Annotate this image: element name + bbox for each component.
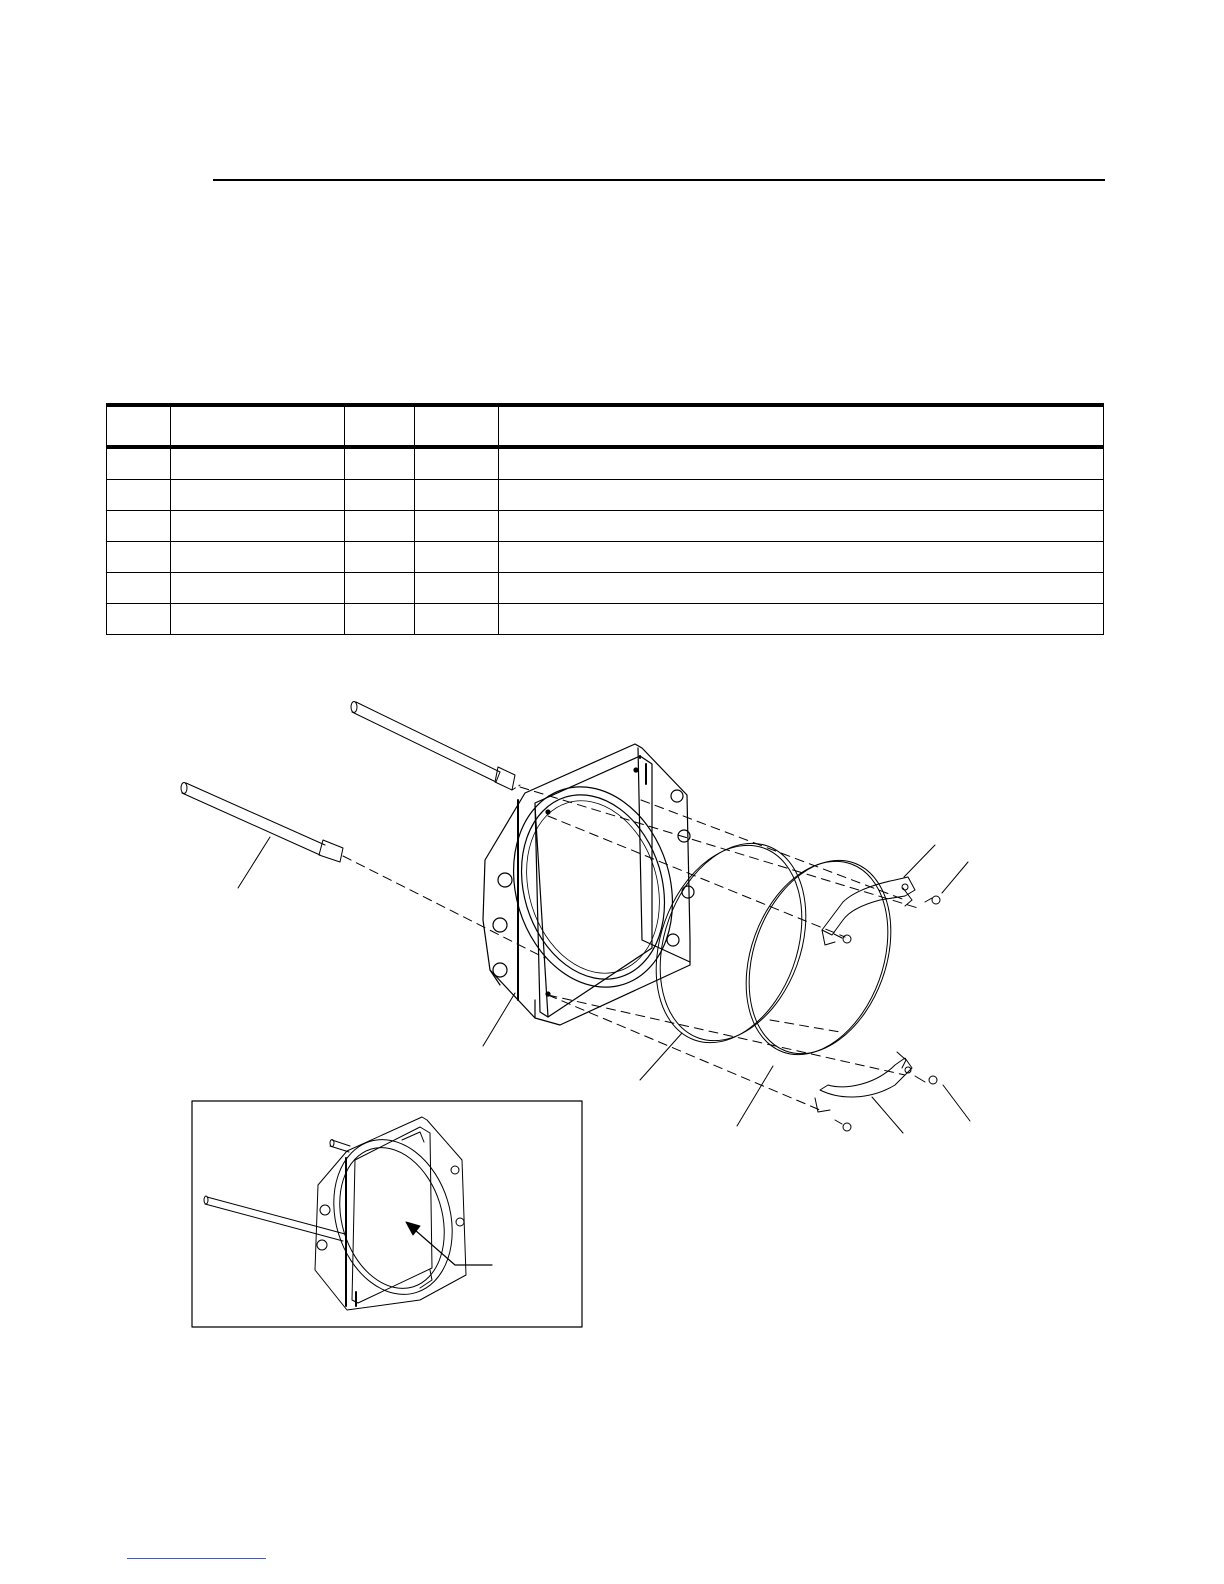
- inset-arrow: [406, 1222, 492, 1265]
- glass-plate: [721, 840, 916, 1074]
- leader-lens: [640, 1033, 682, 1080]
- screws: [834, 896, 940, 1131]
- leader-glass-plate: [737, 1066, 773, 1126]
- leader-screw-upper: [942, 862, 968, 893]
- screw-upper-inner: [834, 934, 851, 943]
- leader-clip-lower: [872, 1097, 903, 1133]
- guide-rod-upper: [351, 702, 520, 791]
- mounting-frame: [483, 744, 696, 1025]
- inset-frame: [192, 1101, 582, 1327]
- leader-frame: [483, 993, 515, 1046]
- leader-screw-lower: [943, 1085, 970, 1121]
- inset-frame-assembly: [315, 1117, 471, 1310]
- screw-upper: [925, 896, 940, 904]
- screw-lower: [915, 1076, 937, 1084]
- screw-lower-inner: [835, 1120, 851, 1131]
- callout-leaders: [238, 837, 970, 1133]
- leader-guide-rod: [238, 837, 270, 888]
- retaining-clip-lower: [815, 1052, 912, 1112]
- inset-view: [192, 1101, 582, 1327]
- inset-guide-rods: [204, 1140, 350, 1242]
- lens: [630, 823, 832, 1063]
- alignment-lines: [343, 787, 918, 1110]
- leader-clip-upper: [904, 845, 935, 877]
- footer-link-underline[interactable]: [127, 1558, 266, 1559]
